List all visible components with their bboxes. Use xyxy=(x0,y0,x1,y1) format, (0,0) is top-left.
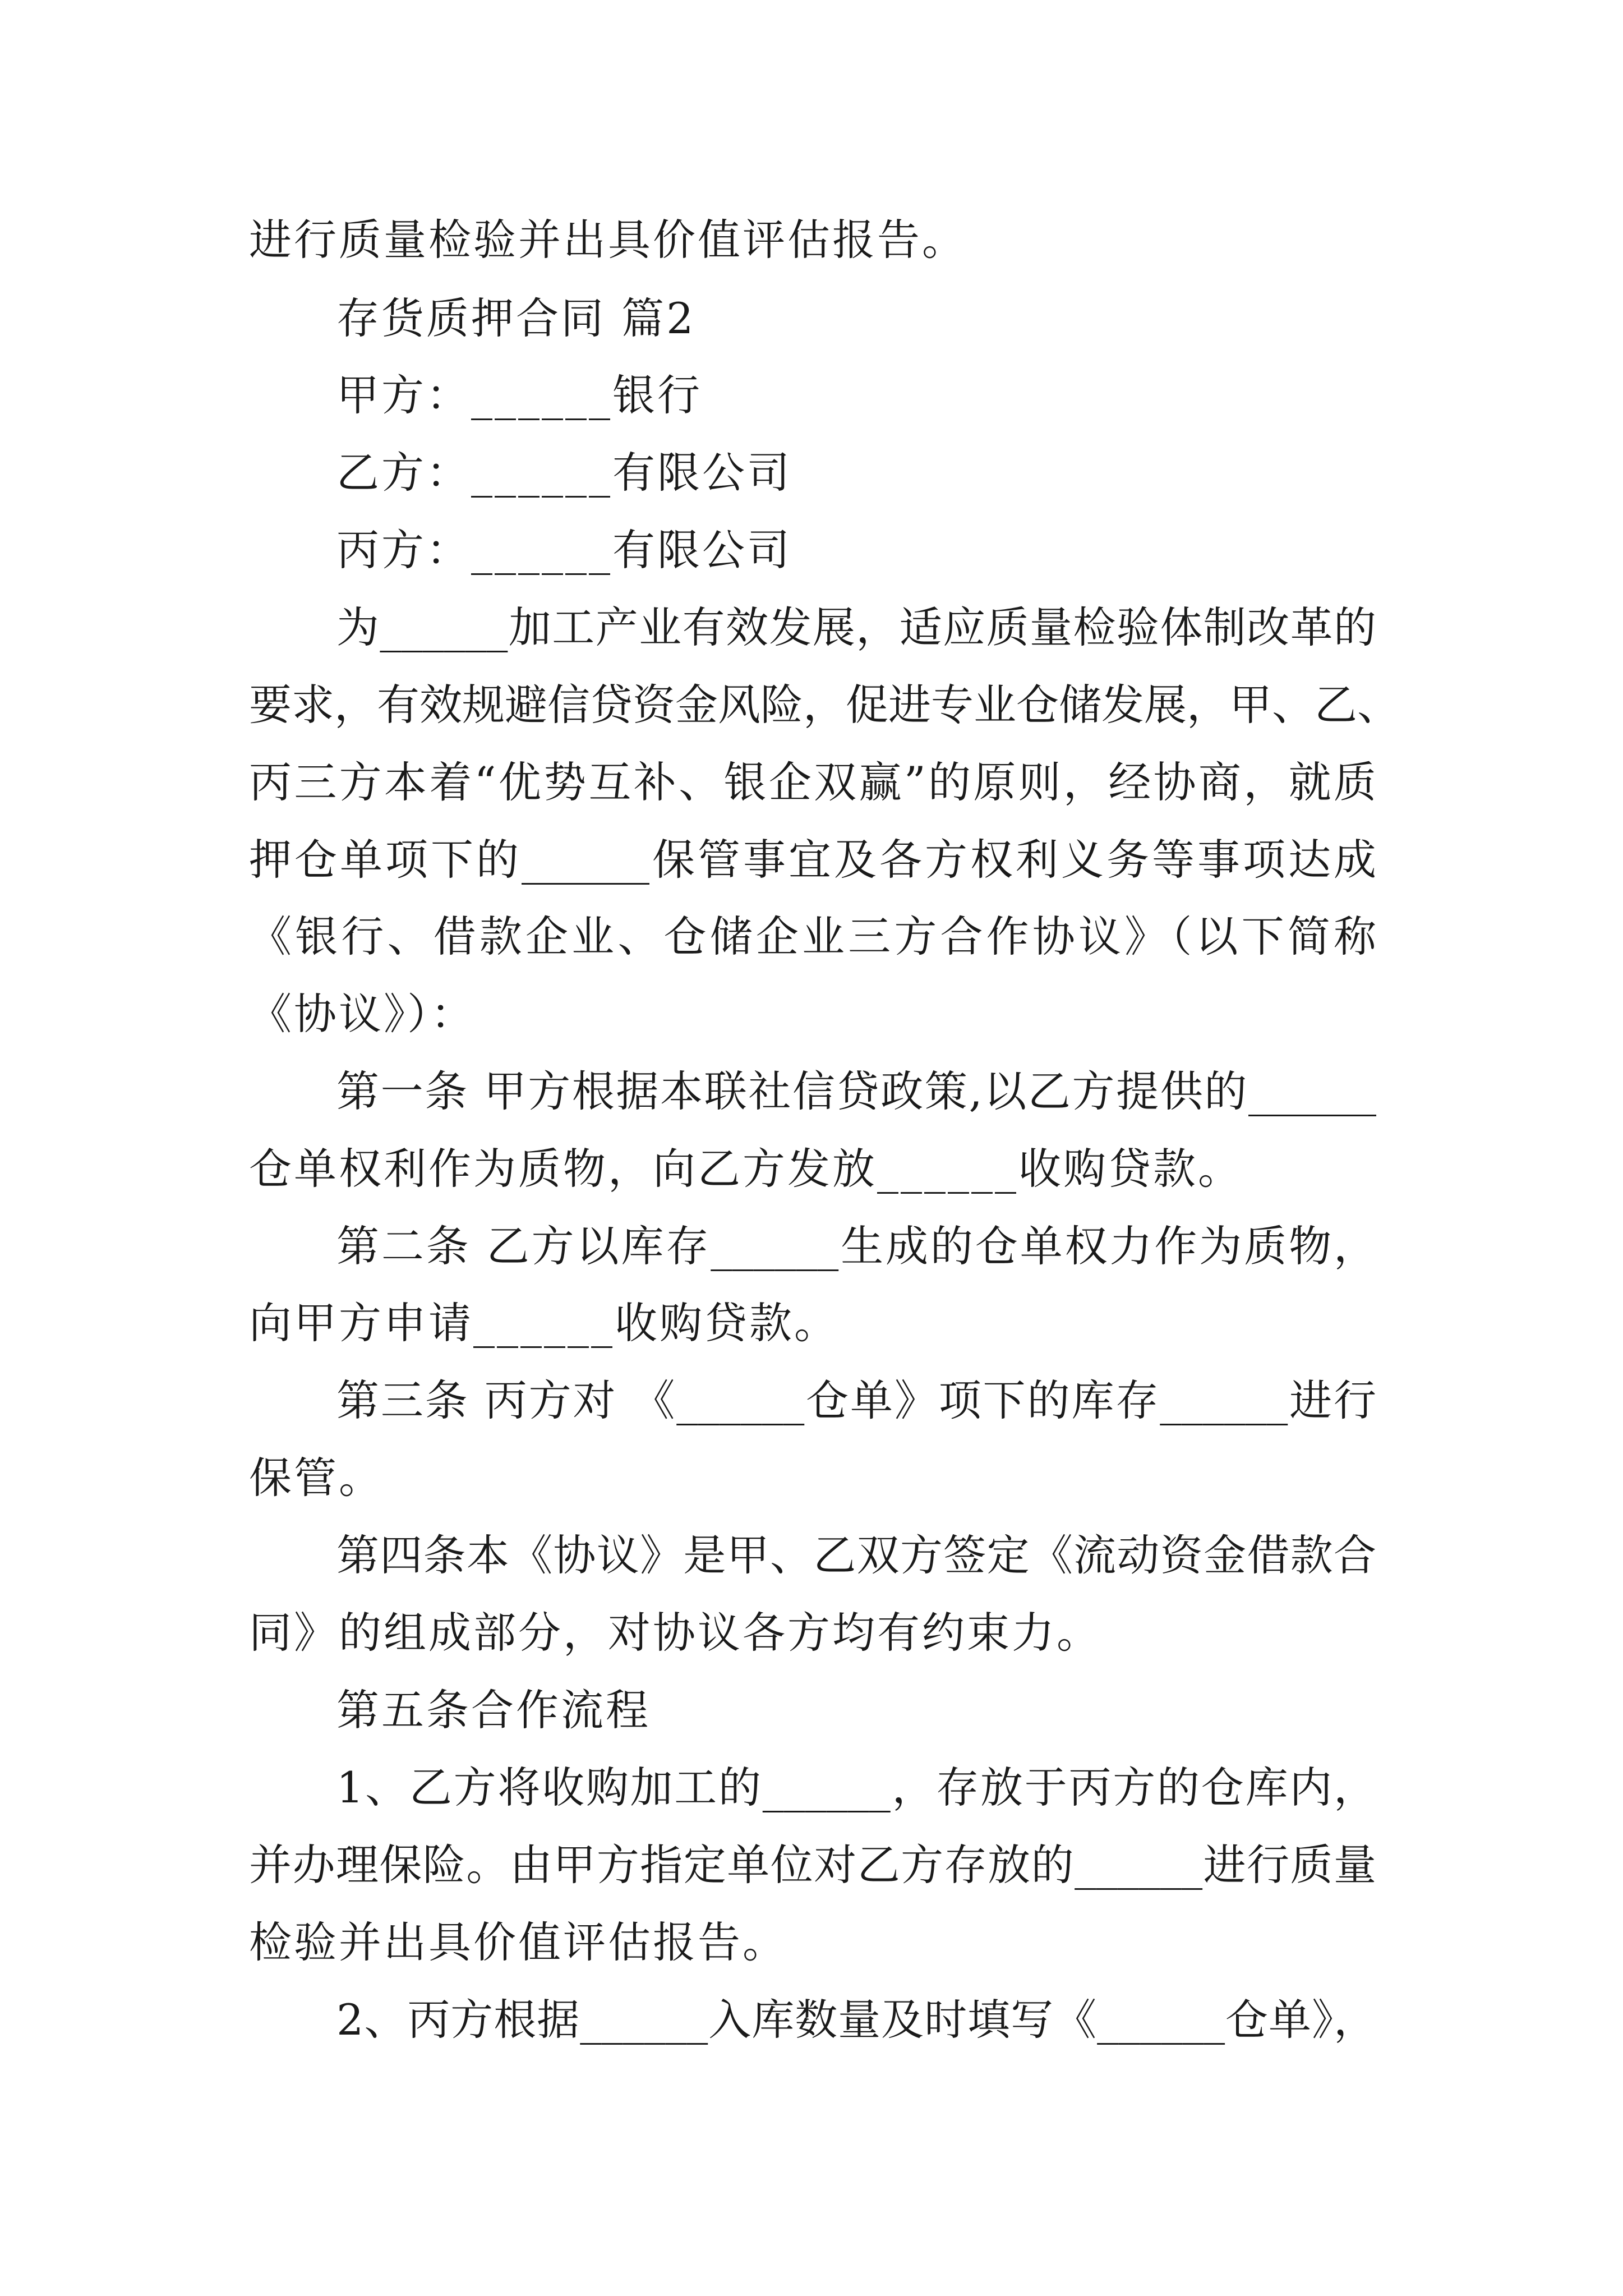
text-line: 保管。 xyxy=(249,1453,384,1503)
party-a-line: 甲方：______银行 xyxy=(336,370,702,420)
text-line: 进行质量检验并出具价值评估报告。 xyxy=(249,215,967,265)
text-line: 要求，有效规避信贷资金风险，促进专业仓储发展，甲、乙、 xyxy=(249,680,1400,730)
text-line: 丙三方本着“优势互补、银企双赢”的原则，经协商，就质 xyxy=(249,757,1376,807)
text-line: 押仓单项下的______保管事宜及各方权利义务等事项达成 xyxy=(249,835,1376,885)
list-item: 1、乙方将收购加工的______，存放于丙方的仓库内， xyxy=(336,1763,1376,1812)
text-line: 检验并出具价值评估报告。 xyxy=(249,1917,787,1967)
text-line: 并办理保险。由甲方指定单位对乙方存放的______进行质量 xyxy=(249,1840,1376,1890)
article-5-heading: 第五条合作流程 xyxy=(336,1685,651,1735)
section-heading: 存货质押合同 篇2 xyxy=(336,293,696,343)
text-line: 为______加工产业有效发展，适应质量检验体制改革的 xyxy=(336,602,1376,652)
article-2-line: 第二条 乙方以库存______生成的仓单权力作为质物， xyxy=(336,1221,1376,1271)
text-line: 仓单权利作为质物，向乙方发放______收购贷款。 xyxy=(249,1144,1243,1194)
article-4-line: 第四条本《协议》是甲、乙双方签定《流动资金借款合 xyxy=(336,1530,1376,1580)
list-item: 2、丙方根据______入库数量及时填写《______仓单》， xyxy=(336,1995,1376,2045)
text-line: 《协议》）： xyxy=(249,989,476,1039)
party-b-line: 乙方：______有限公司 xyxy=(336,448,792,498)
article-1-line: 第一条 甲方根据本联社信贷政策,以乙方提供的______ xyxy=(336,1066,1376,1116)
text-line: 同》的组成部分，对协议各方均有约束力。 xyxy=(249,1608,1101,1658)
text-line: 向甲方申请______收购贷款。 xyxy=(249,1298,839,1348)
party-c-line: 丙方：______有限公司 xyxy=(336,525,792,575)
text-line: 《银行、借款企业、仓储企业三方合作协议》（以下简称 xyxy=(249,912,1376,961)
article-3-line: 第三条 丙方对 《______仓单》项下的库存______进行 xyxy=(336,1375,1376,1425)
